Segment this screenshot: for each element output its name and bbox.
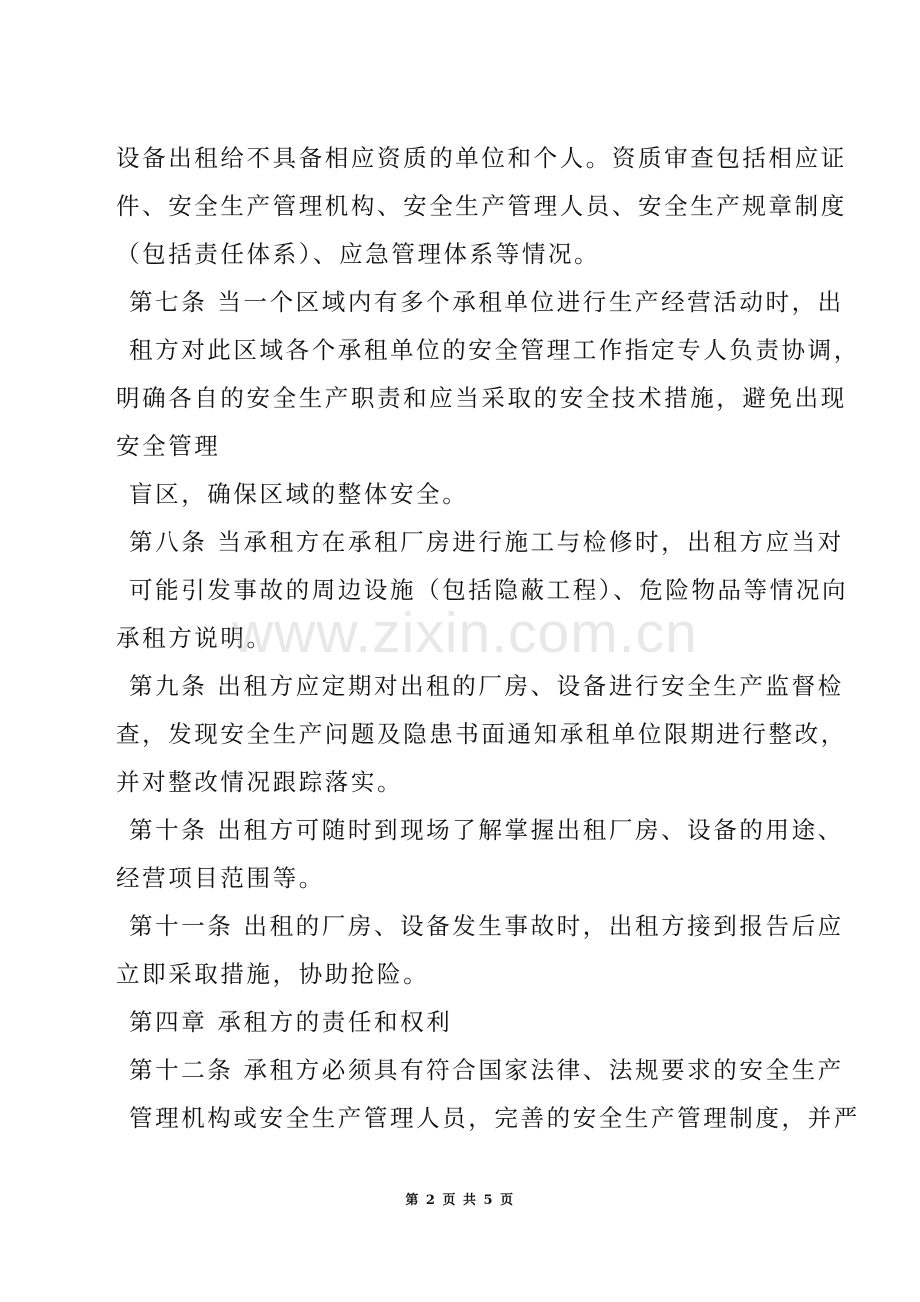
article-10-heading-line: 第十条 出租方可随时到现场了解掌握出租厂房、设备的用途、 bbox=[129, 816, 844, 844]
text-line: 可能引发事故的周边设施（包括隐蔽工程）、危险物品等情况向 bbox=[129, 576, 849, 604]
page-footer: 第 2 页 共 5 页 bbox=[405, 1193, 515, 1208]
text-line: 盲区，确保区域的整体安全。 bbox=[129, 480, 469, 508]
text-line: 并对整改情况跟踪落实。 bbox=[116, 768, 404, 796]
text-line: 立即采取措施，协助抢险。 bbox=[116, 960, 430, 988]
article-8-heading-line: 第八条 当承租方在承租厂房进行施工与检修时，出租方应当对 bbox=[129, 528, 844, 556]
document-body bbox=[116, 134, 860, 1142]
text-line: 管理机构或安全生产管理人员，完善的安全生产管理制度，并严 bbox=[129, 1104, 860, 1132]
text-line: 查，发现安全生产问题及隐患书面通知承租单位限期进行整改， bbox=[116, 720, 847, 748]
text-line: 承租方说明。 bbox=[116, 624, 273, 652]
text-line: 明确各自的安全生产职责和应当采取的安全技术措施，避免出现 bbox=[116, 384, 847, 412]
text-line: 安全管理 bbox=[116, 432, 221, 460]
article-12-heading-line: 第十二条 承租方必须具有符合国家法律、法规要求的安全生产 bbox=[129, 1056, 844, 1084]
text-line: 租方对此区域各个承租单位的安全管理工作指定专人负责协调， bbox=[129, 336, 860, 364]
text-line: （包括责任体系）、应急管理体系等情况。 bbox=[116, 240, 601, 268]
watermark: www.zixin.com.cn bbox=[232, 601, 698, 665]
article-11-heading-line: 第十一条 出租的厂房、设备发生事故时，出租方接到报告后应 bbox=[129, 912, 844, 940]
article-9-heading-line: 第九条 出租方应定期对出租的厂房、设备进行安全生产监督检 bbox=[129, 672, 844, 700]
text-line: 件、安全生产管理机构、安全生产管理人员、安全生产规章制度 bbox=[116, 192, 847, 220]
text-line: 经营项目范围等。 bbox=[116, 864, 325, 892]
chapter-4-heading: 第四章 承租方的责任和权利 bbox=[129, 1008, 453, 1036]
article-7-heading-line: 第七条 当一个区域内有多个承租单位进行生产经营活动时，出 bbox=[129, 288, 844, 316]
text-line: 设备出租给不具备相应资质的单位和个人。资质审查包括相应证 bbox=[116, 144, 847, 172]
